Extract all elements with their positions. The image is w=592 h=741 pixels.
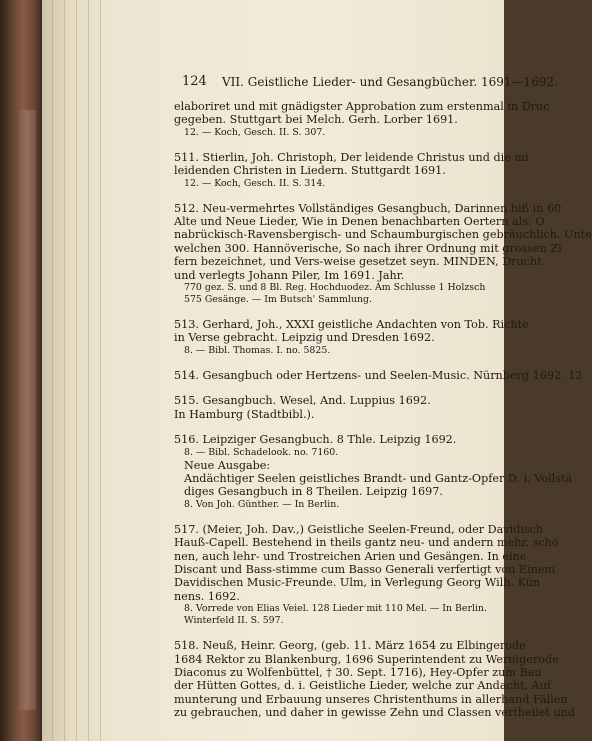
bibliography-entry <box>174 318 529 357</box>
entry-text-line: 511. Stierlin, Joh. Christoph, Der leidende Christus und die mi <box>174 150 529 164</box>
gutter-edge-line <box>100 0 101 741</box>
entry-text-line: Davidischen Music-Freunde. Ulm, in Verlegung Georg Wilh. Kün <box>174 576 541 590</box>
entry-text-line: gegeben. Stuttgart bei Melch. Gerh. Lorber 1691. <box>174 113 458 127</box>
entry-edition-line: Andächtiger Seelen geistliches Brandt- und Gantz-Opfer D. i. Vollstä <box>184 471 573 485</box>
page-content <box>174 100 592 732</box>
bibliography-entry <box>174 522 559 627</box>
entry-text-line: 1684 Rektor zu Blankenburg, 1696 Superintendent zu Wernigerode <box>174 652 559 666</box>
entry-note-line: 8. Vorrede von Elias Veiel. 128 Lieder mit 110 Mel. — In Berlin. <box>184 603 487 615</box>
entry-text-line: 516. Leipziger Gesangbuch. 8 Thle. Leipzig 1692. <box>174 433 457 447</box>
gutter-edge-line <box>52 0 53 741</box>
entry-note-line: 8. Von Joh. Günther. — In Berlin. <box>184 498 340 510</box>
bibliography-entry <box>174 368 583 382</box>
entry-edition-line: diges Gesangbuch in 8 Theilen. Leipzig 1697. <box>184 485 443 499</box>
bibliography-entry <box>174 201 592 306</box>
entry-text-line: munterung und Erbauung unseres Christenthums in allerhand Fällen <box>174 692 568 706</box>
running-title: VII. Geistliche Lieder- und Gesangbücher. 1691—1692. <box>222 75 558 89</box>
entry-text-line: Discant und Bass-stimme cum Basso Generali verfertigt von Einem <box>174 562 556 576</box>
entry-text-line: In Hamburg (Stadtbibl.). <box>174 407 315 421</box>
entry-text-line: und verlegts Johann Piler, Im 1691. Jahr. <box>174 268 405 282</box>
entry-note-line: 12. — Koch, Gesch. II. S. 307. <box>184 126 326 138</box>
bibliography-entry <box>174 433 573 511</box>
book-binding <box>0 0 42 741</box>
entry-text-line: elaboriret und mit gnädigster Approbation zum erstenmal in Druc <box>174 100 550 113</box>
entry-text-line: zu gebrauchen, und daher in gewisse Zehn und Classen vertheilet und <box>174 706 576 720</box>
entry-note-line: 770 gez. S. und 8 Bl. Reg. Hochduodez. Am Schlusse 1 Holzsch <box>184 282 486 294</box>
page-number: 124 <box>182 74 207 89</box>
entry-note-line: Winterfeld II. S. 597. <box>184 615 284 627</box>
spine-tape <box>18 110 36 710</box>
page-header <box>182 74 558 94</box>
entry-note-line: 8. — Bibl. Thomas. I. no. 5825. <box>184 344 331 356</box>
entry-text-line: 517. (Meier, Joh. Dav.,) Geistliche Seelen-Freund, oder Davidisch <box>174 522 544 536</box>
entry-note-line: 12. — Koch, Gesch. II. S. 314. <box>184 177 326 189</box>
entry-text-line: nabrückisch-Ravensbergisch- und Schaumburgischen gebräuchlich. Unte <box>174 228 592 242</box>
entry-note-line: 8. — Bibl. Schadelook. no. 7160. <box>184 446 339 458</box>
entry-text-line: 514. Gesangbuch oder Hertzens- und Seelen-Music. Nürnberg 1692. 12 <box>174 368 583 382</box>
entry-text-line: Hauß-Capell. Bestehend in theils gantz neu- und andern mehr, schö <box>174 536 559 550</box>
page-gutter <box>42 0 112 741</box>
entry-note-line: 575 Gesänge. — Im Butsch' Sammlung. <box>184 294 372 306</box>
entry-text-line: leidenden Christen in Liedern. Stuttgardt 1691. <box>174 164 446 178</box>
bibliography-entry <box>174 394 500 421</box>
bibliography-entry <box>174 639 576 720</box>
bibliography-entry <box>174 100 550 139</box>
gutter-edge-line <box>88 0 89 741</box>
entry-text-line: 518. Neuß, Heinr. Georg, (geb. 11. März 1654 zu Elbingerode <box>174 639 526 653</box>
entry-edition-line: Neue Ausgabe: <box>184 458 271 472</box>
entry-text-line: Alte und Neue Lieder, Wie in Denen benachbarten Oertern als: O <box>174 215 545 229</box>
bibliography-entry <box>174 150 529 190</box>
entry-text-line: in Verse gebracht. Leipzig und Dresden 1692. <box>174 331 435 345</box>
gutter-edge-line <box>76 0 77 741</box>
entry-text-line: nens. 1692. <box>174 589 240 603</box>
gutter-edge-line <box>64 0 65 741</box>
entry-text-line: 512. Neu-vermehrtes Vollständiges Gesangbuch, Darinnen biß in 60 <box>174 201 562 215</box>
book-page <box>112 0 592 741</box>
entry-text-line: welchen 300. Hannöverische, So nach ihrer Ordnung mit grossen Zi <box>174 241 562 255</box>
entry-text-line: 515. Gesangbuch. Wesel, And. Luppius 1692. <box>174 394 431 408</box>
entry-text-line: fern bezeichnet, und Vers-weise gesetzet seyn. MINDEN, Drucht <box>174 255 542 269</box>
entry-text-line: der Hütten Gottes, d. i. Geistliche Lieder, welche zur Andacht, Auf <box>174 679 551 693</box>
entry-text-line: nen, auch lehr- und Trostreichen Arien und Gesängen. In eine <box>174 549 527 563</box>
entry-text-line: Diaconus zu Wolfenbüttel, † 30. Sept. 1716), Hey-Opfer zum Bau <box>174 665 542 679</box>
entry-text-line: 513. Gerhard, Joh., XXXI geistliche Andachten von Tob. Richte <box>174 318 529 332</box>
